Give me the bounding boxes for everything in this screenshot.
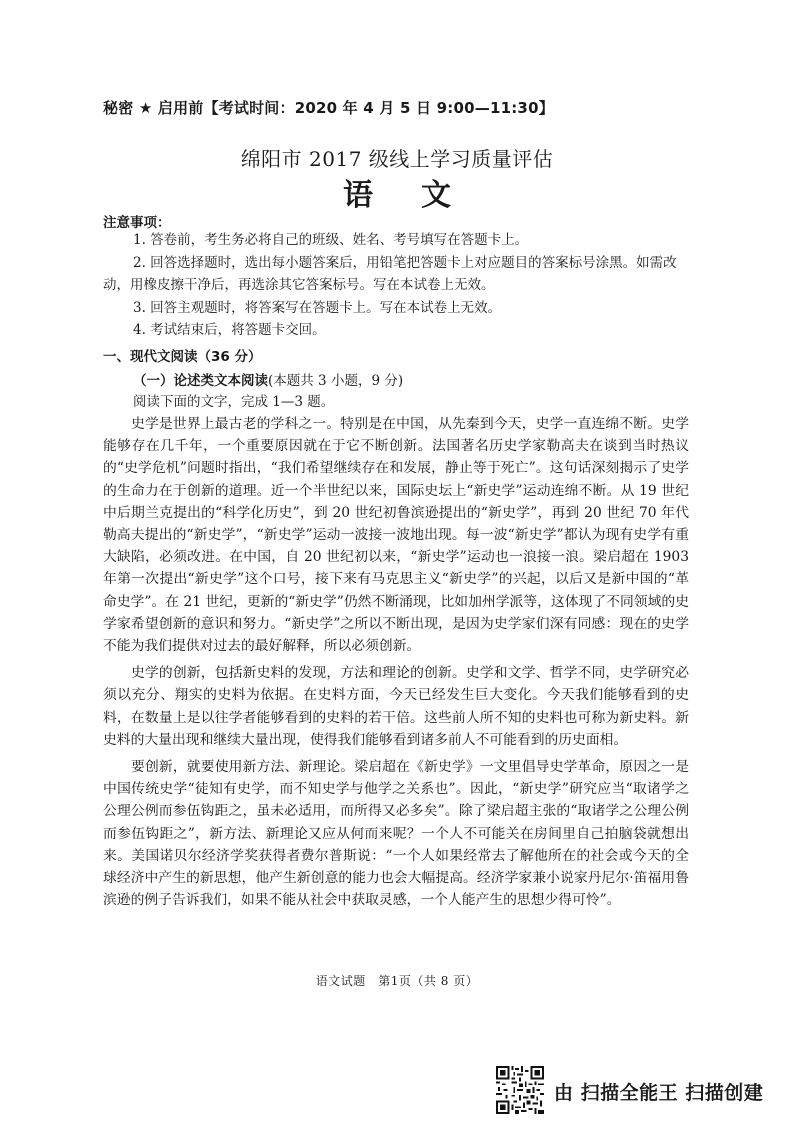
subsection-label: （一）论述类文本阅读 <box>133 373 268 389</box>
subsection-note: (本题共 3 小题，9 分) <box>268 373 404 389</box>
scanner-watermark: 由 扫描全能王 扫描创建 <box>554 1082 764 1104</box>
notice-list <box>103 229 693 342</box>
notice-title: 注意事项： <box>103 215 171 231</box>
reading-instruction: 阅读下面的文字，完成 1—3 题。 <box>133 394 335 410</box>
section-heading-text: 一、现代文阅读（36 分） <box>103 349 262 365</box>
passage-paragraph: 史学是世界上最古老的学科之一。特别是在中国，从先秦到今天，史学一直连绵不断。史学能够存在几千年，一个重要原因就在于它不断创新。法国著名历史学家勒高夫在谈到当时热议的“史学危机”问题时指出，“我们希望继续存在和发展，静止等于死亡”。这句话深刻揭示了史学的生命力在于创新的道理。近一个半世纪以来，国际史坛上“新史学”运动连绵不断。从 19 世纪中后期兰克提出的“科学化历史”，到 20 世纪初鲁滨逊提出的“新史学”，再到 20 世纪 70 年代勒高夫提出的“新史学”，“新史学”运动一波接一波地出现。每一波“新史学”都认为现有史学有重大缺陷，必须改进。在中国，自 20 世纪初以来，“新史学”运动也一浪接一浪。梁启超在 1903 年第一次提出“新史学”这个口号，接下来有马克思主义“新史学”的兴起，以后又是新中国的“革命史学”。在 21 世纪，更新的“新史学”仍然不断涌现，比如加州学派等，这体现了不同领域的史学家希望创新的意识和努力。“新史学”之所以不断出现，是因为史学家们深有同感：现在的史学不能为我们提供对过去的最好解释，所以必须创新。 <box>103 416 689 655</box>
page-footer: 语文试题 第1页（共 8 页） <box>315 974 479 988</box>
confidential-header: 秘密 ★ 启用前【考试时间：2020 年 4 月 5 日 9:00—11:30】 <box>103 99 554 117</box>
section-heading <box>103 345 262 365</box>
passage-paragraph: 要创新，就要使用新方法、新理论。梁启超在《新史学》一文里倡导史学革命，原因之一是中国传统史学“徒知有史学，而不知史学与他学之关系也”。因此，“新史学”研究应当“取诸学之公理公例而参伍钩距之，虽未必适用，而所得又必多矣”。除了梁启超主张的“取诸学之公理公例而参伍钩距之”，新方法、新理论又应从何而来呢？一个人不可能关在房间里自己拍脑袋就想出来。美国诺贝尔经济学奖获得者费尔普斯说：“一个人如果经常去了解他所在的社会或今天的全球经济中产生的新思想，他产生新创意的能力也会大幅提高。经济学家兼小说家丹尼尔·笛福用鲁滨逊的例子告诉我们，如果不能从社会中获取灵感，一个人能产生的思想少得可怜”。 <box>103 759 689 909</box>
qr-code-icon <box>496 1066 544 1114</box>
subsection-heading <box>133 369 403 389</box>
notice-item: 3. 回答主观题时，将答案写在答题卡上。写在本试卷上无效。 <box>133 299 502 316</box>
subject-title: 语文 <box>343 178 499 213</box>
passage-paragraph: 史学的创新，包括新史料的发现，方法和理论的创新。史学和文学、哲学不同，史学研究必须以充分、翔实的史料为依据。在史料方面，今天已经发生巨大变化。今天我们能够看到的史料，在数量上是以往学者能够看到的史料的若干倍。这些前人所不知的史料也可称为新史料。新史料的大量出现和继续大量出现，使得我们能够看到诸多前人不可能看到的历史面相。 <box>103 665 689 748</box>
exam-title: 绵阳市 2017 级线上学习质量评估 <box>240 147 554 171</box>
reading-passage <box>103 413 689 916</box>
notice-item: 1. 答卷前，考生务必将自己的班级、姓名、考号填写在答题卡上。 <box>133 232 529 248</box>
notice-item: 4. 考试结束后，将答题卡交回。 <box>133 322 326 338</box>
notice-item: 2. 回答选择题时，选出每小题答案后，用铅笔把答题卡上对应题目的答案标号涂黑。如需改动，用橡皮擦干净后，再选涂其它答案标号。写在本试卷上无效。 <box>103 254 677 293</box>
